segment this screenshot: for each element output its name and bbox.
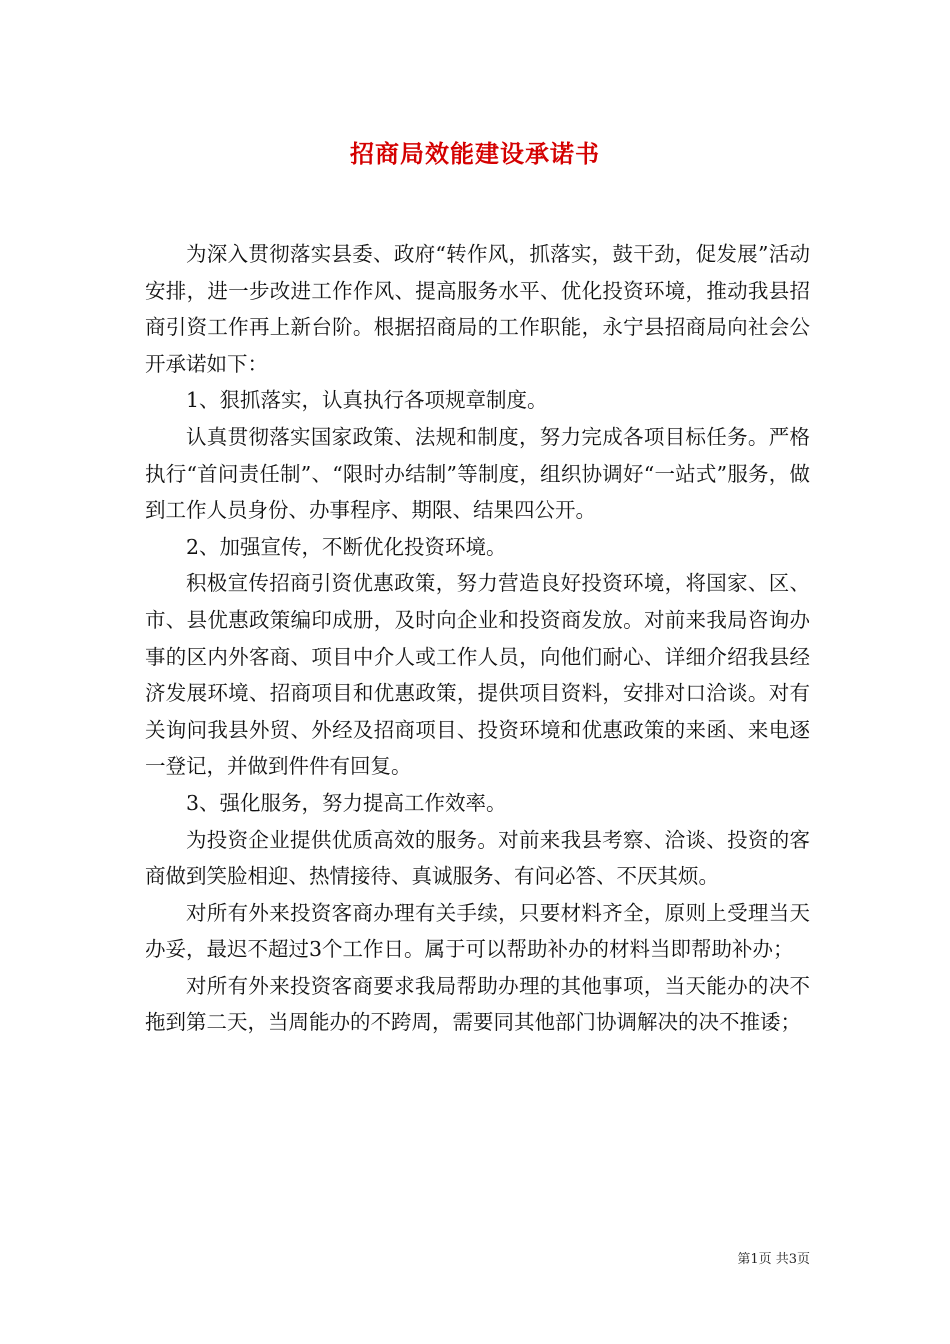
section-1-paragraph: 认真贯彻落实国家政策、法规和制度，努力完成各项目标任务。严格执行“首问责任制”、“限时办结制”等制度，组织协调好“一站式”服务，做到工作人员身份、办事程序、期限、结果四公开。 xyxy=(145,424,810,523)
section-heading-1: 1、狠抓落实，认真执行各项规章制度。 xyxy=(186,388,548,413)
section-2-paragraph: 积极宣传招商引资优惠政策，努力营造良好投资环境，将国家、区、市、县优惠政策编印成册，及时向企业和投资商发放。对前来我局咨询办事的区内外客商、项目中介人或工作人员，向他们耐心、详细介绍我县经济发展环境、招商项目和优惠政策，提供项目资料，安排对口洽谈。对有关询问我县外贸、外经及招商项目、投资环境和优惠政策的来函、来电逐一登记，并做到件件有回复。 xyxy=(145,571,810,779)
document-body xyxy=(145,236,810,1041)
section-heading-2: 2、加强宣传，不断优化投资环境。 xyxy=(186,534,507,559)
section-heading-3: 3、强化服务，努力提高工作效率。 xyxy=(186,790,507,815)
section-3-paragraph-1: 为投资企业提供优质高效的服务。对前来我县考察、洽谈、投资的客商做到笑脸相迎、热情接待、真诚服务、有问必答、不厌其烦。 xyxy=(145,827,810,889)
section-3-paragraph-2: 对所有外来投资客商办理有关手续，只要材料齐全，原则上受理当天办妥，最迟不超过3个工作日。属于可以帮助补办的材料当即帮助补办； xyxy=(145,900,810,962)
intro-paragraph: 为深入贯彻落实县委、政府“转作风，抓落实，鼓干劲，促发展”活动安排，进一步改进工作作风、提高服务水平、优化投资环境，推动我县招商引资工作再上新台阶。根据招商局的工作职能，永宁县招商局向社会公开承诺如下： xyxy=(145,242,810,376)
page-number-footer: 第1页 共3页 xyxy=(737,1252,810,1267)
section-3-paragraph-3: 对所有外来投资客商要求我局帮助办理的其他事项，当天能办的决不拖到第二天，当周能办的不跨周，需要同其他部门协调解决的决不推诿； xyxy=(145,973,810,1035)
document-title: 招商局效能建设承诺书 xyxy=(350,139,600,168)
